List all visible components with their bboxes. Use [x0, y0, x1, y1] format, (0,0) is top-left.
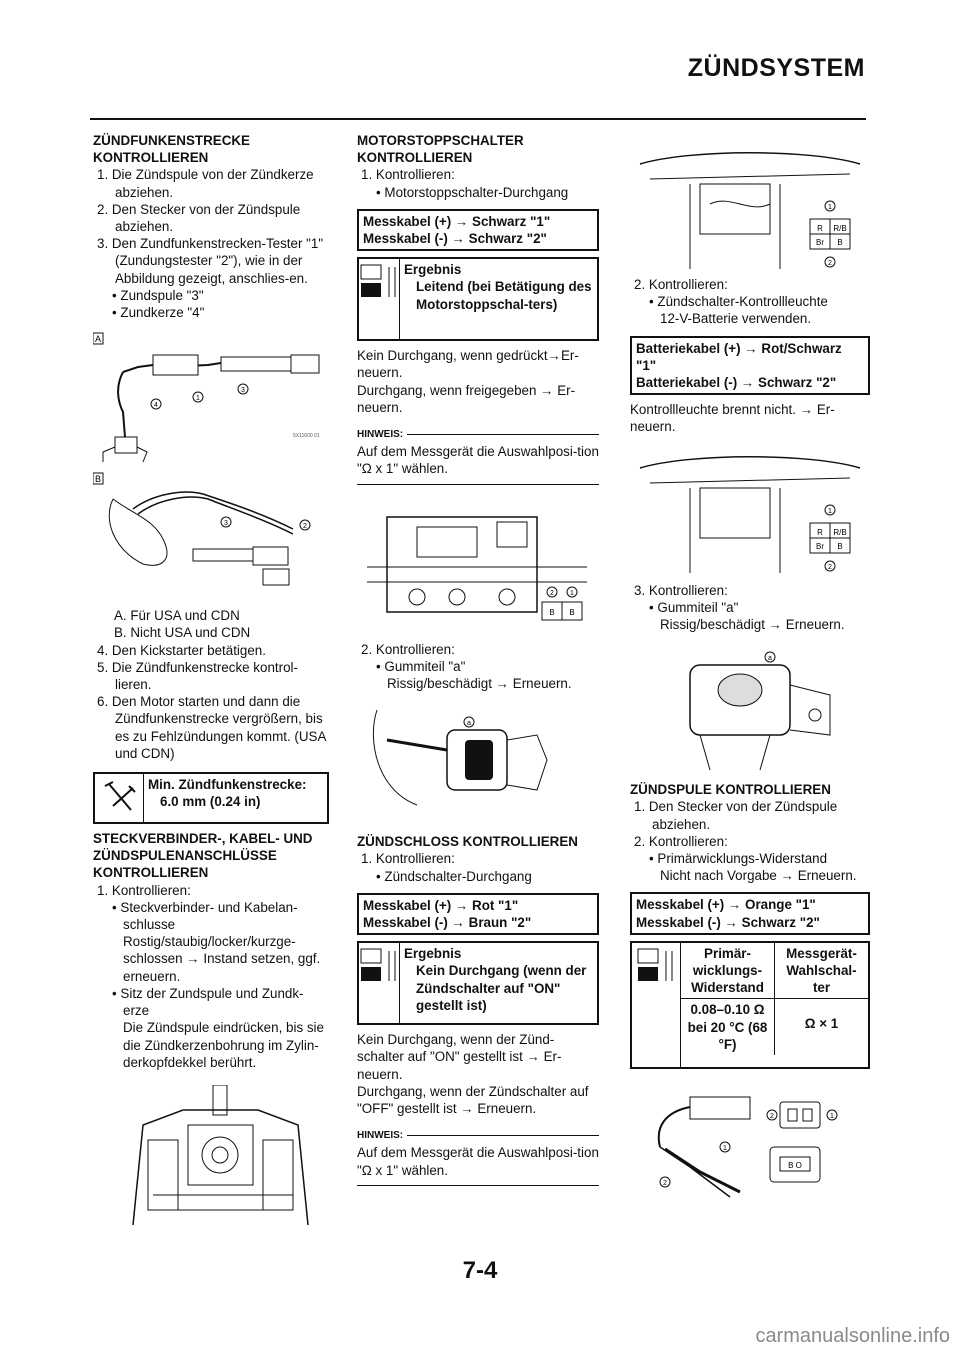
svg-text:2: 2 — [828, 260, 832, 267]
coil-resistance-table — [630, 941, 870, 1069]
spec-value: 6.0 mm (0.24 in) — [160, 794, 261, 810]
ign-bullet-1: • Zündschalter-Durchgang — [376, 868, 532, 884]
svg-text:1: 1 — [196, 395, 200, 403]
switch-pin-br: Br — [816, 541, 824, 551]
svg-text:1: 1 — [830, 1112, 834, 1120]
step-6: 6. Den Motor starten und dann die Zündfunkenstrecke vergrößern, bis es zu Fehlzündungen kommt. (USA und CDN) — [97, 694, 326, 761]
note-text: Auf dem Messgerät die Auswahlposi-tion "Ω x 1" wählen. — [357, 444, 599, 477]
stop-step-1: 1. Kontrollieren: — [361, 167, 455, 183]
note-end-rule — [357, 484, 599, 485]
figure-ignition-coil — [630, 1087, 870, 1205]
note-header-2 — [357, 1127, 599, 1144]
battery-plus: Batteriekabel (+) → Rot/Schwarz "1" — [636, 340, 842, 373]
svg-text:a: a — [467, 720, 471, 728]
battery-minus: Batteriekabel (-) → Schwarz "2" — [636, 375, 837, 391]
page-number: 7-4 — [462, 1257, 498, 1284]
ign-step-2: 2. Kontrollieren: — [634, 277, 728, 292]
svg-text:2: 2 — [550, 589, 554, 597]
result-box-stop — [357, 257, 599, 341]
step-2: 2. Den Stecker von der Zündspule abziehen. — [97, 201, 301, 235]
result-title: Ergebnis — [404, 262, 462, 278]
stop-bullet-2: • Gummiteil "a" — [376, 658, 466, 674]
switch-pin-r: R — [817, 224, 823, 233]
note-label: HINWEIS: — [357, 429, 404, 441]
stop-bullet-2-detail: Rissig/beschädigt → Erneuern. — [387, 676, 572, 692]
column-right — [630, 132, 870, 1205]
s2-bullet-1: • Steckverbinder- und Kabelan-schlusse — [112, 899, 298, 933]
figure-code: 5X11600 01 — [293, 433, 320, 440]
coil-cable-minus: Messkabel (-) → Schwarz "2" — [636, 914, 820, 930]
header-rule — [90, 118, 866, 120]
coil-step-2: 2. Kontrollieren: — [634, 833, 728, 849]
ign-result-text: Kein Durchgang (wenn der Zündschalter auf "ON" gestellt ist) — [416, 963, 587, 1013]
legend-b: B. Nicht USA und CDN — [114, 625, 251, 641]
page-title: ZÜNDSYSTEM — [687, 54, 865, 82]
table-header-selector: Messgerät-Wahlschal-ter — [786, 945, 857, 996]
stop-bullet-1: • Motorstoppschalter-Durchgang — [376, 184, 569, 200]
svg-text:a: a — [768, 655, 772, 663]
figure-label-b: B — [94, 474, 102, 485]
figure-cylinder-head — [93, 1085, 329, 1235]
section-title-connectors: STECKVERBINDER-, KABEL- UND ZÜNDSPULENANSCHLÜSSE KONTROLLIEREN — [93, 831, 313, 881]
svg-text:1: 1 — [828, 204, 832, 211]
figure-spark-tester-b — [93, 469, 329, 599]
ign-bullet-2-detail: 12-V-Batterie verwenden. — [660, 311, 812, 327]
s2-bullet-2-detail: Die Zündspule eindrücken, bis sie die Zündkerzenbohrung im Zylin-derkopfdekkel berührt. — [123, 1020, 324, 1070]
continuity-icon — [632, 943, 681, 1067]
bullet-plug: • Zundkerze "4" — [112, 305, 205, 321]
coil-bullet: • Primärwicklungs-Widerstand — [649, 851, 828, 867]
coil-step-1: 1. Den Stecker von der Zündspule abziehen. — [634, 799, 838, 832]
switch-pin-rb: R/B — [833, 527, 847, 537]
result-box-ignition — [357, 941, 599, 1025]
s2-step-1: 1. Kontrollieren: — [97, 882, 191, 898]
switch-pin-b: B — [837, 541, 843, 551]
svg-text:4: 4 — [154, 402, 158, 410]
section-title-stop-switch: MOTORSTOPPSCHALTER KONTROLLIEREN — [357, 133, 524, 166]
s2-bullet-1-detail: Rostig/staubig/locker/kurzge-schlossen → Instand setzen, ggf. erneuern. — [123, 934, 321, 984]
connector-label-2: B — [569, 607, 575, 617]
svg-text:2: 2 — [770, 1112, 774, 1120]
section-title-ignition-switch: ZÜNDSCHLOSS KONTROLLIEREN — [357, 834, 578, 850]
table-value-selector: Ω × 1 — [804, 1016, 839, 1032]
ign-text-2: Durchgang, wenn der Zündschalter auf "OFF" gestellt ist → Erneuern. — [357, 1083, 589, 1117]
table-header-resistance: Primär-wicklungs-Widerstand — [681, 943, 775, 999]
ign-bullet-2: • Zündschalter-Kontrollleuchte — [649, 294, 828, 310]
svg-text:3: 3 — [224, 520, 228, 528]
ign-result-title: Ergebnis — [404, 946, 462, 962]
stop-text-1: Kein Durchgang, wenn gedrückt→Er-neuern. — [357, 348, 579, 381]
continuity-icon — [359, 943, 400, 1023]
spec-box-spark-gap — [93, 772, 329, 824]
cable-minus: Messkabel (-) → Schwarz "2" — [363, 231, 547, 247]
wrench-icon — [95, 774, 144, 822]
figure-ignition-rubber — [630, 645, 870, 773]
section-title-spark-gap: ZÜNDFUNKENSTRECKE KONTROLLIEREN — [93, 133, 250, 166]
cable-box-ignition — [357, 893, 599, 935]
watermark: carmanualsonline.info — [755, 1325, 950, 1347]
figure-ignition-switch-2 — [630, 448, 870, 576]
coil-connector-label: B O — [788, 1160, 802, 1170]
spec-label: Min. Zündfunkenstrecke: — [148, 777, 307, 793]
cable-box-stop — [357, 209, 599, 251]
ign-step-3: 3. Kontrollieren: — [634, 582, 728, 598]
ign-step-1: 1. Kontrollieren: — [361, 851, 455, 867]
svg-text:3: 3 — [241, 387, 245, 395]
s2-bullet-2: • Sitz der Zundspule und Zundk-erze — [112, 985, 304, 1019]
step-4: 4. Den Kickstarter betätigen. — [97, 642, 266, 658]
lamp-text: Kontrollleuchte brennt nicht. → Er-neuern. — [630, 402, 835, 435]
connector-label-1: B — [549, 607, 555, 617]
ign-bullet-3: • Gummiteil "a" — [649, 599, 739, 615]
note-text-2: Auf dem Messgerät die Auswahlposi-tion "Ω x 1" wählen. — [357, 1145, 599, 1178]
ign-text-1: Kein Durchgang, wenn der Zünd-schalter auf "ON" gestellt ist → Er-neuern. — [357, 1032, 562, 1082]
svg-text:1: 1 — [828, 507, 832, 515]
switch-pin-r: R — [817, 527, 823, 537]
coil-bullet-detail: Nicht nach Vorgabe → Erneuern. — [660, 868, 857, 884]
step-3: 3. Den Zundfunkenstrecken-Tester "1" (Zundungstester "2"), wie in der Abbildung gezeigt, anschlies-en. — [97, 236, 324, 286]
figure-stop-switch-rubber — [357, 700, 599, 815]
column-left — [93, 132, 329, 1235]
table-value-resistance: 0.08–0.10 Ω bei 20 °C (68 °F) — [681, 999, 775, 1055]
battery-cable-box — [630, 336, 870, 396]
svg-text:1: 1 — [723, 1144, 727, 1152]
bullet-coil: • Zundspule "3" — [112, 287, 204, 303]
cable-plus: Messkabel (+) → Schwarz "1" — [363, 213, 551, 229]
ign-cable-minus: Messkabel (-) → Braun "2" — [363, 915, 532, 931]
note-label-2: HINWEIS: — [357, 1130, 404, 1142]
stop-step-2: 2. Kontrollieren: — [361, 641, 455, 657]
note-end-rule-2 — [357, 1185, 599, 1186]
legend-a: A. Für USA und CDN — [114, 608, 240, 624]
column-middle — [357, 132, 599, 1186]
result-text: Leitend (bei Betätigung des Motorstoppschal-ters) — [416, 279, 592, 312]
svg-text:2: 2 — [303, 523, 307, 531]
figure-spark-tester-a — [93, 327, 329, 465]
switch-pin-rb: R/B — [833, 224, 847, 233]
switch-pin-b: B — [837, 238, 843, 247]
figure-stop-switch — [357, 507, 599, 637]
svg-text:2: 2 — [828, 563, 832, 571]
switch-pin-br: Br — [816, 238, 824, 247]
figure-ignition-switch-1 — [630, 144, 870, 272]
continuity-icon — [359, 259, 400, 339]
svg-text:1: 1 — [570, 589, 574, 597]
coil-cable-plus: Messkabel (+) → Orange "1" — [636, 897, 816, 913]
section-title-coil: ZÜNDSPULE KONTROLLIEREN — [630, 782, 831, 798]
coil-cable-box — [630, 892, 870, 934]
ign-cable-plus: Messkabel (+) → Rot "1" — [363, 897, 519, 913]
note-header — [357, 426, 599, 443]
stop-text-2: Durchgang, wenn freigegeben → Er-neuern. — [357, 382, 576, 415]
svg-text:2: 2 — [663, 1179, 667, 1187]
step-1: 1. Die Zündspule von der Zündkerze abziehen. — [97, 167, 314, 200]
figure-label-a: A — [94, 334, 102, 345]
step-5: 5. Die Zündfunkenstrecke kontrol-lieren. — [97, 659, 298, 693]
ign-bullet-3-detail: Rissig/beschädigt → Erneuern. — [660, 617, 845, 633]
